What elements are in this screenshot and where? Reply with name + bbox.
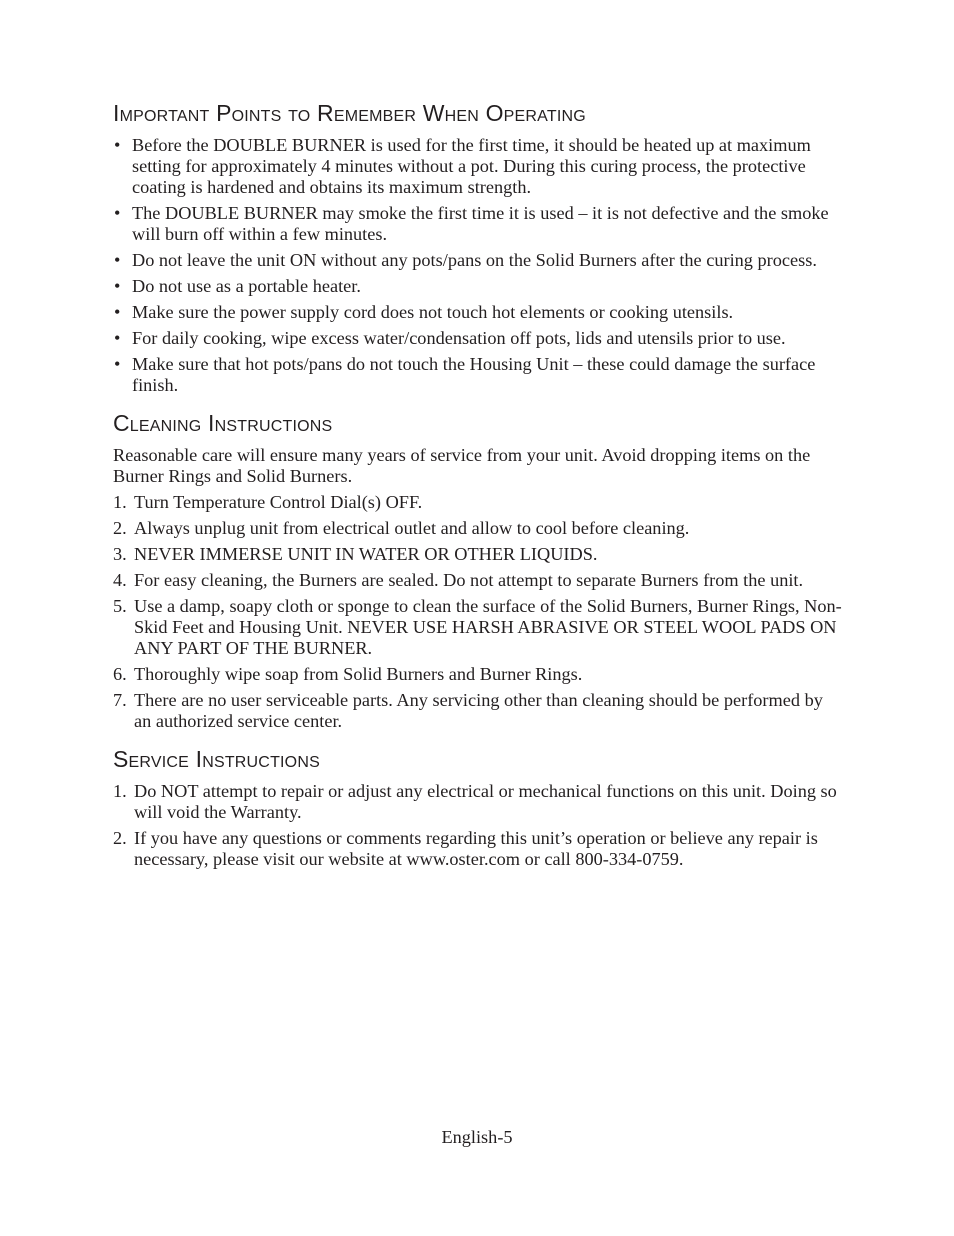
list-item — [113, 492, 843, 513]
step-number: 5. — [113, 596, 127, 616]
step-number: 2. — [113, 828, 127, 848]
list-item: • Make sure that hot pots/pans do not touch the Housing Unit – these could damage the surface finish. — [113, 354, 843, 396]
service-steps — [113, 781, 843, 870]
cleaning-heading: Cleaning Instructions — [113, 410, 333, 436]
page-footer: English-5 — [441, 1127, 513, 1147]
step-text: NEVER IMMERSE UNIT IN WATER OR OTHER LIQUIDS. — [134, 544, 598, 564]
list-item — [113, 690, 843, 732]
cleaning-intro: Reasonable care will ensure many years of service from your unit. Avoid dropping items on the Burner Rings and Solid Burners. — [113, 445, 811, 486]
list-item — [113, 596, 843, 659]
cleaning-steps — [113, 492, 843, 732]
operating-list — [113, 135, 843, 396]
step-text: Use a damp, soapy cloth or sponge to clean the surface of the Solid Burners, Burner Rings, Non-Skid Feet and Housing Unit. NEVER USE HARSH ABRASIVE OR STEEL WOOL PADS ON ANY PART OF THE BURNER. — [134, 596, 842, 658]
list-item — [113, 828, 843, 870]
list-item: • Do not leave the unit ON without any pots/pans on the Solid Burners after the curing process. — [113, 250, 843, 271]
list-item — [113, 570, 843, 591]
service-heading: Service Instructions — [113, 746, 320, 772]
list-item: • The DOUBLE BURNER may smoke the first time it is used – it is not defective and the smoke will burn off within a few minutes. — [113, 203, 843, 245]
list-item: • Before the DOUBLE BURNER is used for the first time, it should be heated up at maximum setting for approximately 4 minutes without a pot. During this curing process, the protective coating is hardened and obtains its maximum strength. — [113, 135, 843, 198]
step-text: For easy cleaning, the Burners are sealed. Do not attempt to separate Burners from the unit. — [134, 570, 804, 590]
step-text: If you have any questions or comments regarding this unit’s operation or believe any repair is necessary, please visit our website at www.oster.com or call 800-334-0759. — [134, 828, 818, 869]
list-item — [113, 781, 843, 823]
list-item — [113, 518, 843, 539]
step-number: 1. — [113, 781, 127, 801]
step-number: 7. — [113, 690, 127, 710]
list-item — [113, 544, 843, 565]
step-number: 6. — [113, 664, 127, 684]
step-text: Do NOT attempt to repair or adjust any electrical or mechanical functions on this unit. Doing so will void the Warranty. — [134, 781, 837, 822]
step-text: There are no user serviceable parts. Any servicing other than cleaning should be performed by an authorized service center. — [134, 690, 823, 731]
step-text: Always unplug unit from electrical outlet and allow to cool before cleaning. — [134, 518, 690, 538]
step-number: 4. — [113, 570, 127, 590]
step-text: Thoroughly wipe soap from Solid Burners and Burner Rings. — [134, 664, 583, 684]
list-item: • Make sure the power supply cord does not touch hot elements or cooking utensils. — [113, 302, 843, 323]
step-text: Turn Temperature Control Dial(s) OFF. — [134, 492, 423, 512]
list-item: • For daily cooking, wipe excess water/condensation off pots, lids and utensils prior to use. — [113, 328, 843, 349]
step-number: 3. — [113, 544, 127, 564]
list-item — [113, 664, 843, 685]
step-number: 2. — [113, 518, 127, 538]
manual-page — [113, 100, 843, 875]
operating-heading: Important Points to Remember When Operating — [113, 100, 586, 126]
list-item: • Do not use as a portable heater. — [113, 276, 843, 297]
step-number: 1. — [113, 492, 127, 512]
